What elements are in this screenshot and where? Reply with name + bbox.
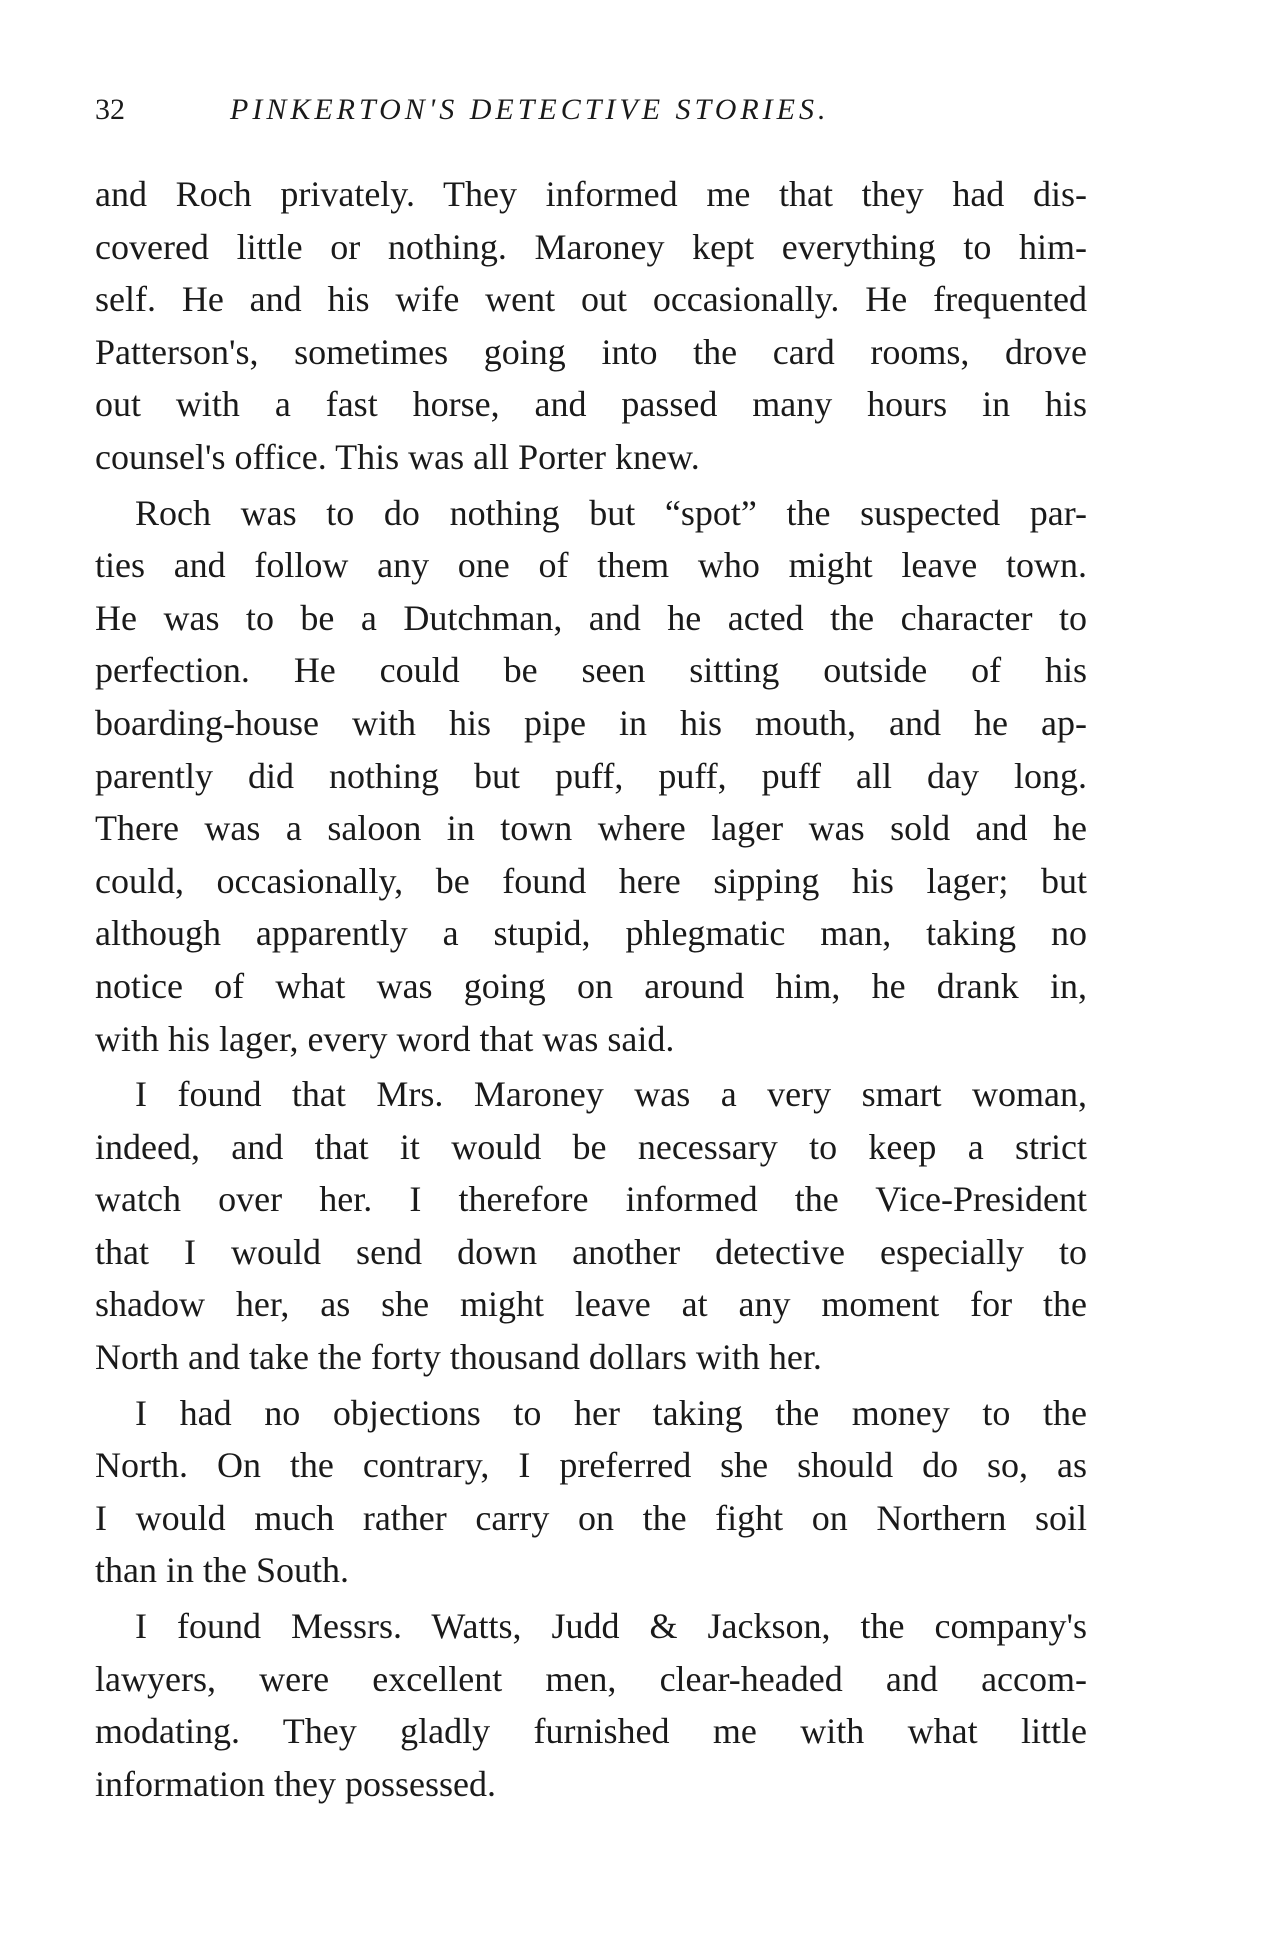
text-line: self. He and his wife went out occasionally. He frequented (95, 279, 1087, 320)
body-text (95, 168, 1087, 1810)
running-title: PINKERTON'S DETECTIVE STORIES. (230, 93, 830, 126)
text-line: parently did nothing but puff, puff, puff all day long. (95, 755, 1087, 796)
text-line: watch over her. I therefore informed the Vice-President (95, 1179, 1087, 1220)
text-line: could, occasionally, be found here sipping his lager; but (95, 860, 1087, 901)
text-line: notice of what was going on around him, he drank in, (95, 965, 1087, 1006)
text-line: counsel's office. This was all Porter knew. (95, 436, 700, 477)
page-number: 32 (95, 93, 125, 126)
text-line: Roch was to do nothing but “spot” the suspected par- (135, 492, 1087, 533)
text-line: I found Messrs. Watts, Judd & Jackson, the company's (135, 1606, 1087, 1647)
text-line: North. On the contrary, I preferred she should do so, as (95, 1445, 1087, 1486)
text-line: modating. They gladly furnished me with what little (95, 1711, 1087, 1752)
paragraph (95, 168, 1087, 484)
paragraph (95, 1068, 1087, 1384)
text-line: North and take the forty thousand dollars with her. (95, 1337, 822, 1378)
paragraph (95, 1387, 1087, 1597)
text-line: He was to be a Dutchman, and he acted the character to (95, 597, 1087, 638)
paragraph (95, 1600, 1087, 1810)
text-line: information they possessed. (95, 1763, 496, 1804)
running-head (95, 90, 1095, 130)
text-line: and Roch privately. They informed me that they had dis- (95, 174, 1087, 214)
text-line: I had no objections to her taking the money to the (135, 1392, 1087, 1433)
text-line: I found that Mrs. Maroney was a very smart woman, (135, 1074, 1087, 1115)
text-line: ties and follow any one of them who might leave town. (95, 545, 1087, 586)
text-line: shadow her, as she might leave at any moment for the (95, 1284, 1087, 1325)
text-line: perfection. He could be seen sitting outside of his (95, 650, 1087, 691)
text-line: with his lager, every word that was said. (95, 1018, 675, 1059)
text-line: boarding-house with his pipe in his mouth, and he ap- (95, 702, 1087, 743)
text-line: There was a saloon in town where lager was sold and he (95, 808, 1087, 849)
text-line: out with a fast horse, and passed many hours in his (95, 384, 1087, 425)
text-line: I would much rather carry on the fight on Northern soil (95, 1497, 1087, 1538)
text-line: than in the South. (95, 1550, 349, 1591)
text-line: lawyers, were excellent men, clear-headed and accom- (95, 1658, 1087, 1699)
text-line: that I would send down another detective especially to (95, 1231, 1087, 1272)
paragraph (95, 487, 1087, 1066)
text-line: indeed, and that it would be necessary to keep a strict (95, 1126, 1087, 1167)
text-line: although apparently a stupid, phlegmatic man, taking no (95, 913, 1087, 954)
text-line: Patterson's, sometimes going into the card rooms, drove (95, 331, 1087, 372)
text-line: covered little or nothing. Maroney kept everything to him- (95, 226, 1087, 267)
